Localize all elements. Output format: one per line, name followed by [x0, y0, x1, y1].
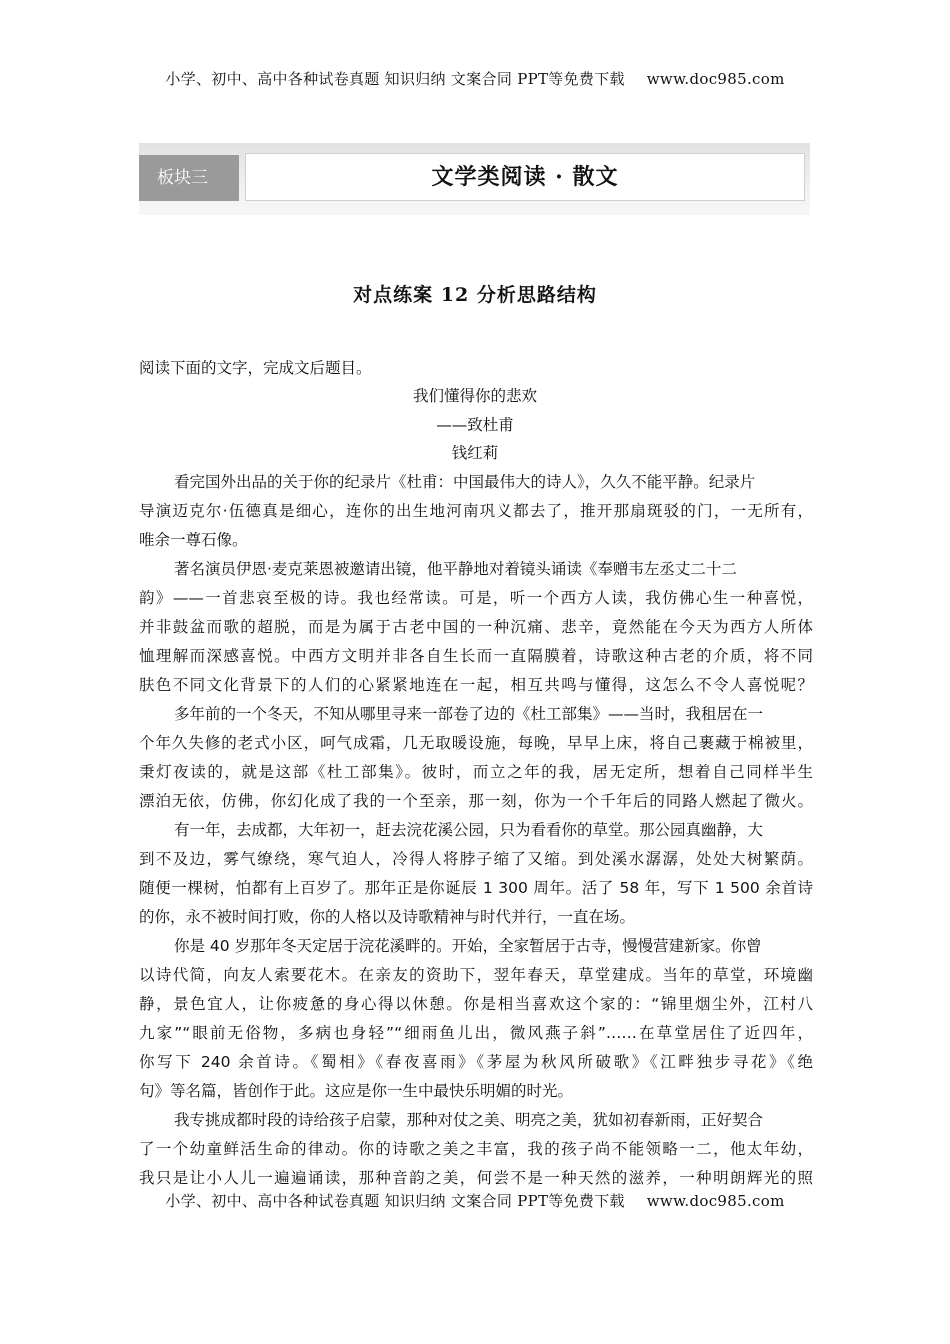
text-line: 以诗代简，向友人索要花木。在亲友的资助下，翌年春天，草堂建成。当年的草堂，环境幽 — [139, 966, 813, 984]
text-line: 唯余一尊石像。 — [139, 531, 248, 549]
article-title: 我们懂得你的悲欢 — [412, 387, 537, 405]
text-line: 了一个幼童鲜活生命的律动。你的诗歌之美之丰富，我的孩子尚不能领略一二，他太年幼， — [139, 1140, 813, 1158]
banner-title-box — [245, 153, 805, 201]
article-author: 钱红莉 — [451, 444, 499, 462]
text-line: 著名演员伊恩·麦克莱恩被邀请出镜，他平静地对着镜头诵读《奉赠韦左丞丈二十二 — [174, 560, 737, 578]
header-text: 小学、初中、高中各种试卷真题 知识归纳 文案合同 PPT等免费下载 — [165, 70, 625, 88]
text-line: 你是 40 岁那年冬天定居于浣花溪畔的。开始，全家暂居于古寺，慢慢营建新家。你曾 — [174, 937, 762, 955]
text-line: 我只是让小人儿一遍遍诵读，那种音韵之美，何尝不是一种天然的滋养，一种明朗辉光的照 — [139, 1169, 813, 1187]
text-line: 多年前的一个冬天，不知从哪里寻来一部卷了边的《杜工部集》——当时，我租居在一 — [174, 705, 764, 723]
article-subtitle: ——致杜甫 — [436, 416, 514, 434]
section-tag: 板块三 — [139, 155, 239, 201]
text-line: 个年久失修的老式小区，呵气成霜，几无取暖设施，每晚，早早上床，将自己裹藏于棉被里， — [139, 734, 813, 752]
text-line: 漂泊无依，仿佛，你幻化成了我的一个至亲，那一刻，你为一个千年后的同路人燃起了微火。 — [139, 792, 813, 810]
exercise-title: 对点练案 12 分析思路结构 — [353, 284, 597, 306]
text-line: 韵》——一首悲哀至极的诗。我也经常读。可是，听一个西方人读，我仿佛心生一种喜悦， — [139, 589, 813, 607]
text-line: 到不及边，雾气缭绕，寒气迫人，冷得人将脖子缩了又缩。到处溪水潺潺，处处大树繁荫。 — [139, 850, 813, 868]
article-body — [139, 468, 813, 1193]
text-line: 并非鼓盆而歌的超脱，而是为属于古老中国的一种沉痛、悲辛，竟然能在今天为西方人所体 — [139, 618, 813, 636]
instruction: 阅读下面的文字，完成文后题目。 — [139, 359, 372, 377]
page-footer — [0, 1190, 950, 1211]
header-url[interactable]: www.doc985.com — [646, 70, 785, 88]
text-line: 九家”“眼前无俗物，多病也身轻”“细雨鱼儿出，微风燕子斜”……在草堂居住了近四年， — [139, 1024, 813, 1042]
footer-text: 小学、初中、高中各种试卷真题 知识归纳 文案合同 PPT等免费下载 — [165, 1192, 625, 1210]
text-line: 导演迈克尔·伍德真是细心，连你的出生地河南巩义都去了，推开那扇斑驳的门，一无所有， — [139, 502, 813, 520]
text-line: 你写下 240 余首诗。《蜀相》《春夜喜雨》《茅屋为秋风所破歌》《江畔独步寻花》《绝 — [139, 1053, 813, 1071]
text-line: 静，景色宜人，让你疲惫的身心得以休憩。你是相当喜欢这个家的：“锦里烟尘外，江村八 — [139, 995, 813, 1013]
text-line: 随便一棵树，怕都有上百岁了。那年正是你诞辰 1 300 周年。活了 58 年，写下 1 500 余首诗 — [139, 879, 813, 897]
text-line: 秉灯夜读的，就是这部《杜工部集》。彼时，而立之年的我，居无定所，想着自己同样半生 — [139, 763, 813, 781]
section-banner — [139, 143, 810, 215]
footer-url[interactable]: www.doc985.com — [646, 1192, 785, 1210]
text-line: 有一年，去成都，大年初一，赶去浣花溪公园，只为看看你的草堂。那公园真幽静，大 — [174, 821, 764, 839]
text-line: 的你，永不被时间打败，你的人格以及诗歌精神与时代并行，一直在场。 — [139, 908, 636, 926]
page-header — [0, 68, 950, 89]
text-line: 肤色不同文化背景下的人们的心紧紧地连在一起，相互共鸣与懂得，这怎么不令人喜悦呢？ — [139, 676, 813, 694]
section-title: 文学类阅读 · 散文 — [431, 164, 619, 190]
text-line: 我专挑成都时段的诗给孩子启蒙，那种对仗之美、明亮之美，犹如初春新雨，正好契合 — [174, 1111, 764, 1129]
text-line: 句》等名篇，皆创作于此。这应是你一生中最快乐明媚的时光。 — [139, 1082, 574, 1100]
text-line: 恤理解而深感喜悦。中西方文明并非各自生长而一直隔膜着，诗歌这种古老的介质，将不同 — [139, 647, 813, 665]
text-line: 看完国外出品的关于你的纪录片《杜甫：中国最伟大的诗人》，久久不能平静。纪录片 — [174, 473, 756, 491]
